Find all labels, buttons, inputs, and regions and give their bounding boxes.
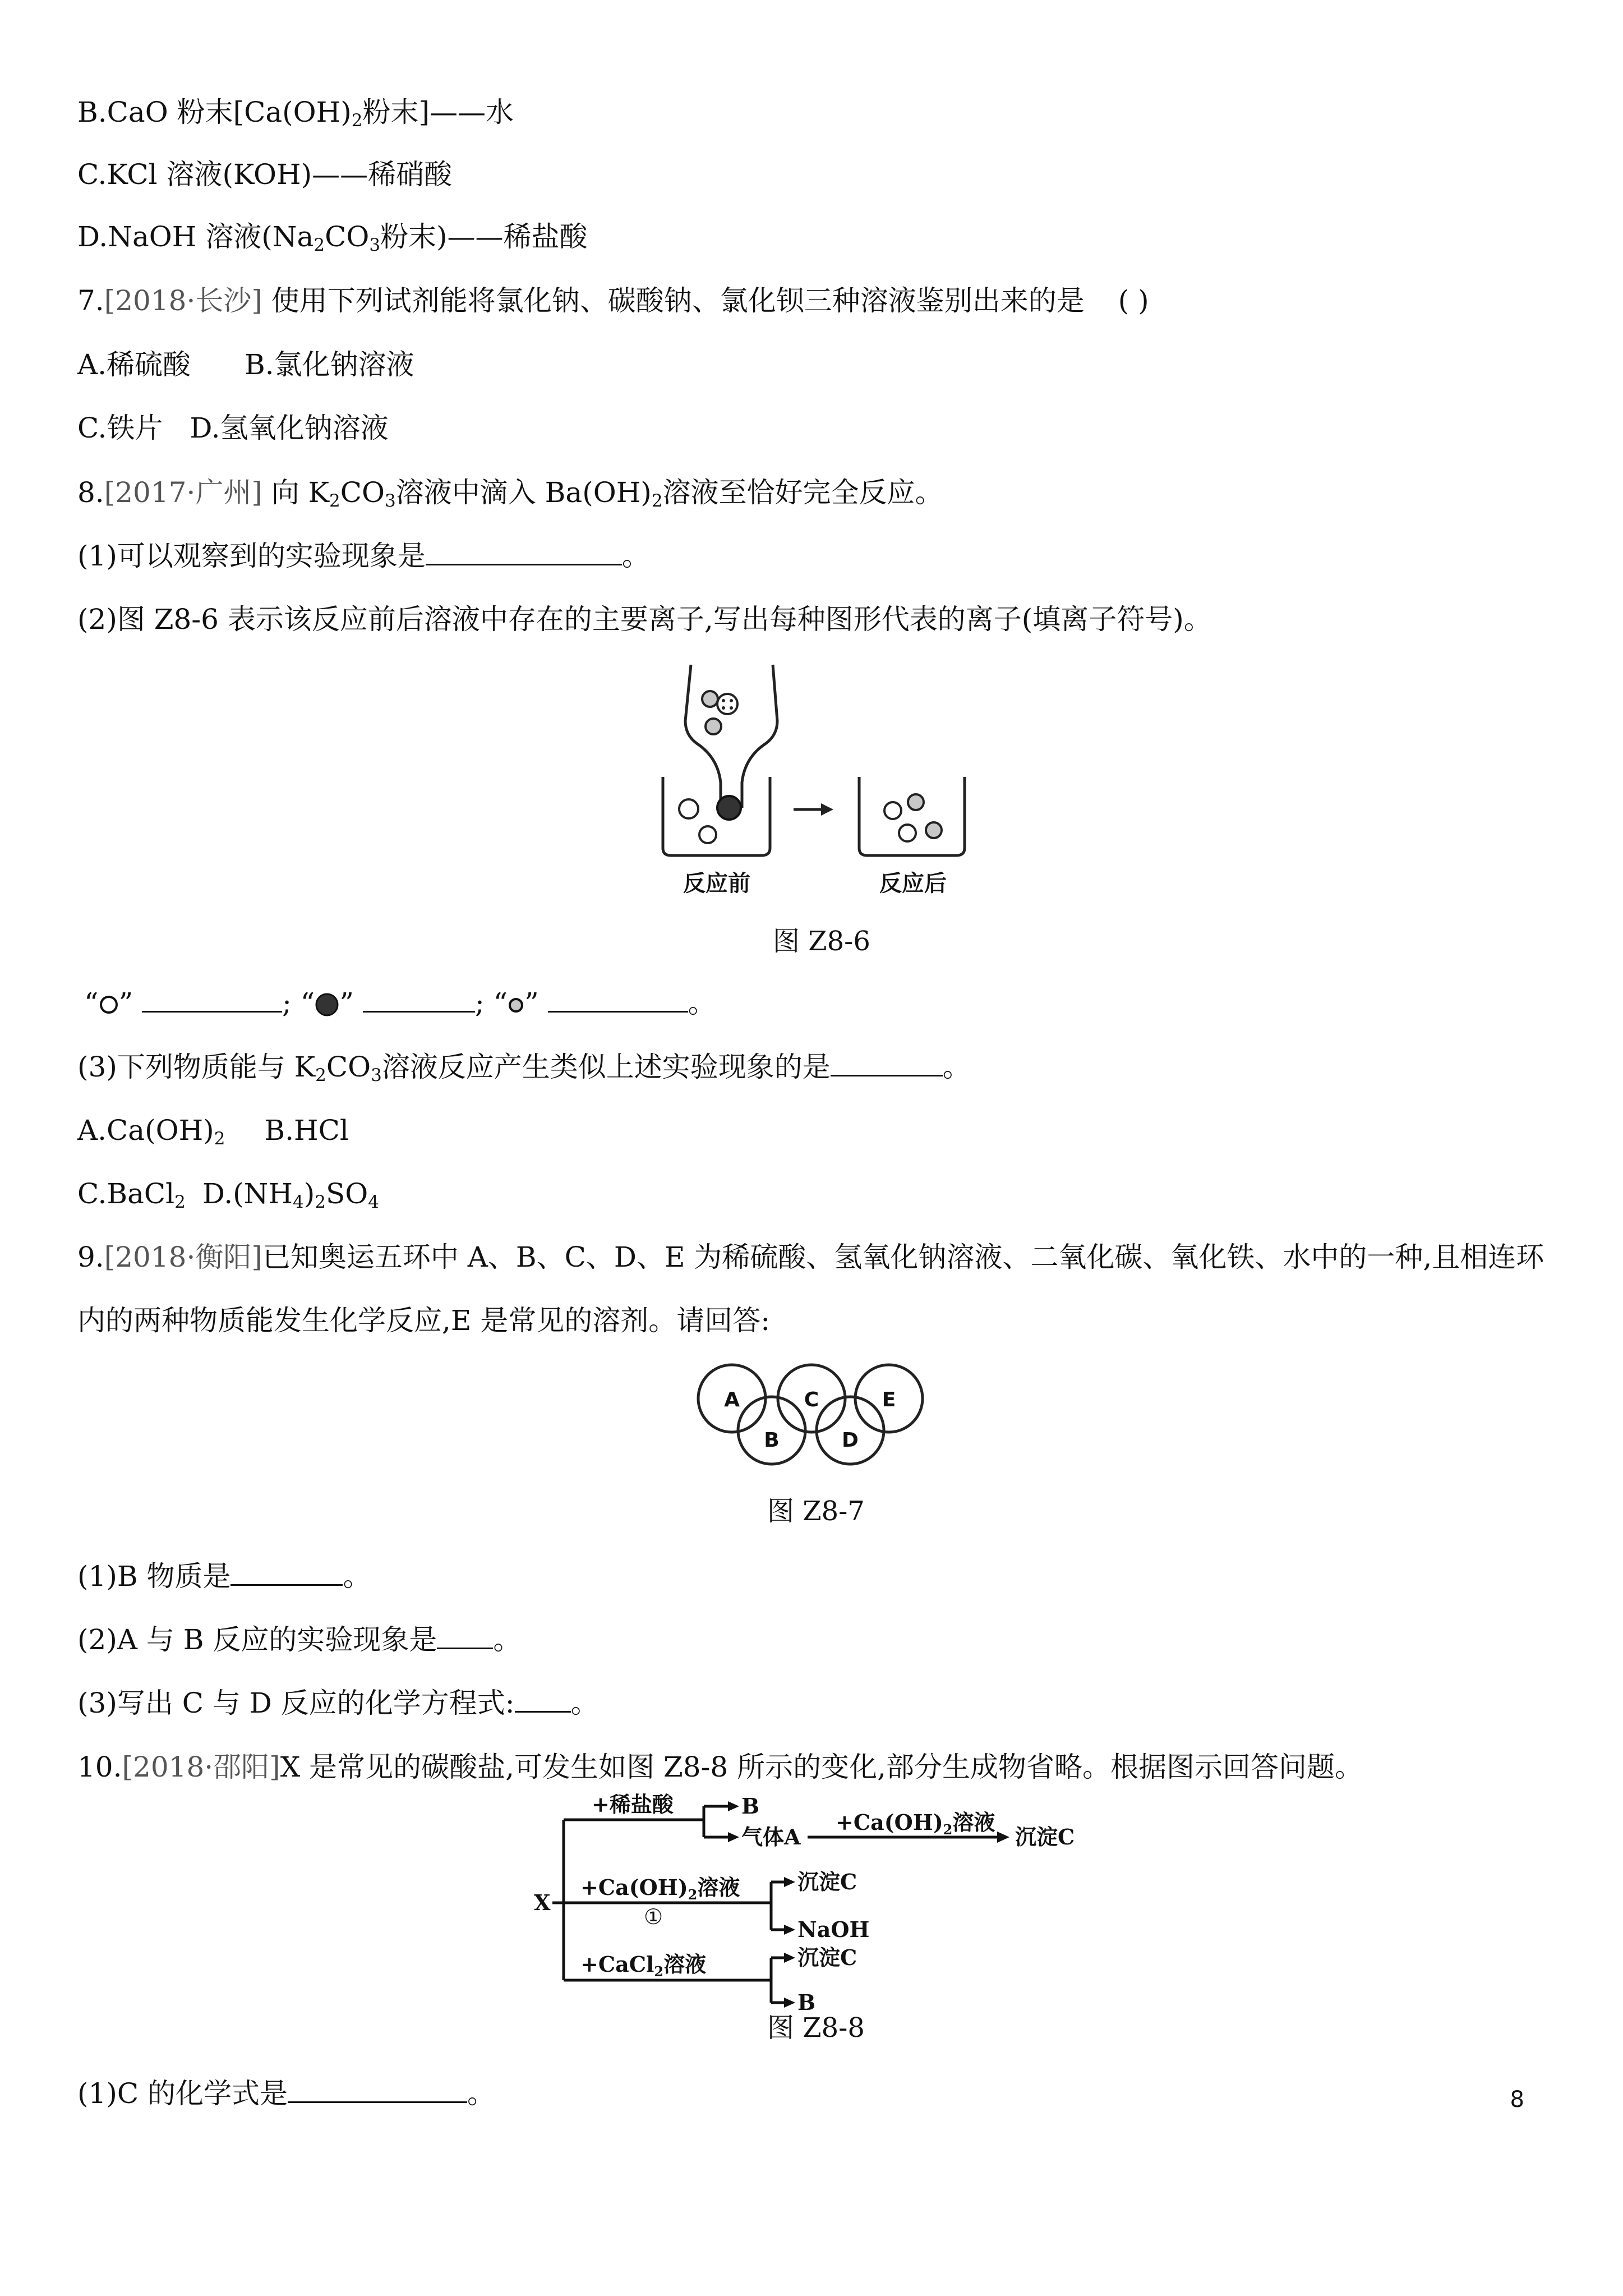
ring-label-a: A [724, 1388, 740, 1411]
q7-options-ab: A.稀硫酸 B.氯化钠溶液 [77, 348, 414, 381]
q10-p1-blank [288, 2076, 467, 2103]
fig-label-after: 反应后 [879, 871, 947, 896]
gas-a: 气体A [741, 1824, 801, 1849]
q10-part1: (1)C 的化学式是 。 [77, 2076, 495, 2111]
q10-source: [2018·邵阳] [122, 1751, 280, 1783]
naoh-label: NaOH [797, 1917, 870, 1942]
product-b-1: B [741, 1793, 760, 1819]
reagent-caoh2-top: $+Ca(OH)_2$溶液 [836, 1810, 995, 1838]
fig-label-before: 反应前 [683, 871, 750, 896]
product-b-2: B [797, 1990, 816, 2015]
ring-label-e: E [882, 1388, 896, 1411]
x-label: X [534, 1890, 551, 1915]
q7-stem: 7.[2018·长沙] 使用下列试剂能将氯化钠、碳酸钠、氯化钡三种溶液鉴别出来的是 ( ) [77, 284, 1149, 317]
q8-part3: (3)下列物质能与 $K_2CO_3$溶液反应产生类似上述实验现象的是 。 [77, 1049, 971, 1085]
q10-stem: 10.[2018·邵阳]X 是常见的碳酸盐,可发生如图 Z8-8 所示的变化,部分生成物省略。根据图示回答问题。 [77, 1751, 1363, 1783]
q8-part1: (1)可以观察到的实验现象是 。 [77, 538, 650, 574]
ring-label-c: C [804, 1388, 819, 1411]
q9-part3: (3)写出 C 与 D 反应的化学方程式: 。 [77, 1685, 599, 1721]
figure-caption-z8-6: 图 Z8-6 [773, 926, 870, 957]
ring-label-b: B [764, 1429, 780, 1452]
q9-stem-line2: 内的两种物质能发生化学反应,E 是常见的溶剂。请回答: [77, 1304, 771, 1337]
q8-ion-blanks: “ ” ; “ ” ; “ ” 。 [84, 985, 716, 1021]
q9-source: [2018·衡阳] [104, 1241, 262, 1273]
precip-c-top: 沉淀C [1015, 1824, 1075, 1849]
reagent-caoh2: $+Ca(OH)_2$溶液 [580, 1875, 740, 1903]
q7-options-cd: C.铁片 D.氢氧化钠溶液 [77, 412, 389, 444]
q8-source: [2017·广州] [104, 476, 262, 509]
q8-options-ab: $A.Ca(OH)_2$ B.HCl [77, 1114, 349, 1149]
step-1-circle: ① [644, 1904, 663, 1929]
reagent-hcl: +稀盐酸 [592, 1792, 674, 1817]
q8-stem: 8.[2017·广州] 向 $K_2CO_3$溶液中滴入 $Ba(OH)_2$溶液至恰好完全反应。 [77, 476, 943, 511]
precip-c-mid: 沉淀C [797, 1869, 857, 1894]
q9-part1: (1)B 物质是 。 [77, 1558, 371, 1594]
figure-caption-z8-7: 图 Z8-7 [767, 1496, 865, 1527]
figure-caption-z8-8: 图 Z8-8 [767, 2012, 865, 2044]
q6-option-c: C.KCl 溶液(KOH)——稀硝酸 [77, 158, 453, 191]
page-number: 8 [1510, 2087, 1524, 2113]
precip-c-bottom: 沉淀C [797, 1945, 857, 1970]
q6-option-b: B.CaO 粉末[$Ca(OH)_2$粉末]——水 [77, 96, 514, 131]
ring-label-d: D [842, 1429, 859, 1452]
q9-stem-line1: 9.[2018·衡阳]已知奥运五环中 A、B、C、D、E 为稀硫酸、氢氧化钠溶液、二氧化碳、氧化铁、水中的一种,且相连环 [77, 1241, 1544, 1273]
q8-part2: (2)图 Z8-6 表示该反应前后溶液中存在的主要离子,写出每种图形代表的离子(填离子符号)。 [77, 603, 1212, 636]
reagent-cacl2: +CaCl$_2$溶液 [580, 1952, 707, 1980]
q7-answer-paren: ( ) [1118, 284, 1149, 317]
q7-source: [2018·长沙] [104, 284, 262, 317]
q8-options-cd: C.BaCl$_2$ $D.(NH_4)_2SO_4$ [77, 1177, 379, 1212]
q6-option-d: D.NaOH 溶液($Na_2CO_3$粉末)——稀盐酸 [77, 220, 588, 255]
q9-part2: (2)A 与 B 反应的实验现象是 。 [77, 1622, 521, 1658]
